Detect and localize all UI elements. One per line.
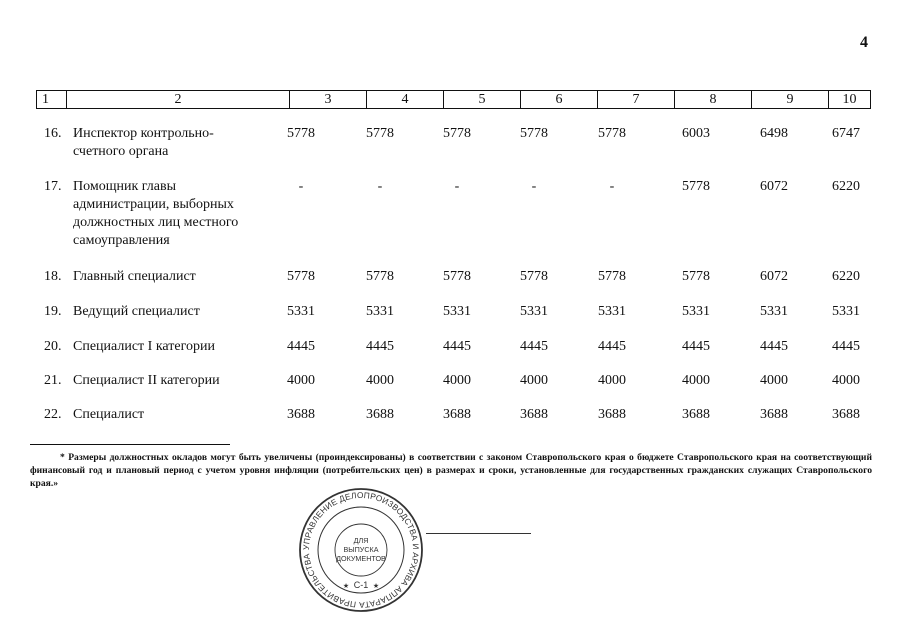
salary-value: 5331: [287, 304, 315, 319]
column-number-1: 1: [37, 91, 67, 109]
salary-value: 6747: [832, 126, 860, 141]
position-name: Ведущий специалист: [73, 304, 200, 319]
position-name: Специалист I категории: [73, 339, 215, 354]
salary-value: 5778: [682, 269, 710, 284]
position-name: Главный специалист: [73, 269, 196, 284]
salary-value: 4445: [443, 339, 471, 354]
column-number-8: 8: [675, 91, 752, 109]
signature-line: [426, 533, 531, 534]
salary-value: 5778: [682, 179, 710, 194]
salary-value: 5778: [598, 269, 626, 284]
salary-value: -: [531, 179, 537, 194]
salary-value: 5331: [520, 304, 548, 319]
salary-value: 5778: [598, 126, 626, 141]
salary-value: 4445: [287, 339, 315, 354]
salary-value: 5778: [287, 269, 315, 284]
salary-value: 5331: [598, 304, 626, 319]
salary-value: 6072: [760, 179, 788, 194]
salary-value: 4000: [760, 373, 788, 388]
row-number: 20.: [44, 339, 62, 354]
row-number: 19.: [44, 304, 62, 319]
salary-value: 4000: [682, 373, 710, 388]
salary-value: 5778: [366, 126, 394, 141]
salary-value: 6003: [682, 126, 710, 141]
salary-value: 5331: [682, 304, 710, 319]
salary-value: 3688: [520, 407, 548, 422]
row-number: 22.: [44, 407, 62, 422]
salary-value: 6072: [760, 269, 788, 284]
salary-value: 5778: [443, 126, 471, 141]
salary-value: 4000: [443, 373, 471, 388]
salary-value: 3688: [366, 407, 394, 422]
column-numbers-row: [36, 90, 871, 109]
salary-value: 6220: [832, 179, 860, 194]
salary-value: 3688: [287, 407, 315, 422]
column-number-7: 7: [598, 91, 675, 109]
salary-value: -: [298, 179, 304, 194]
row-number: 21.: [44, 373, 62, 388]
column-number-3: 3: [290, 91, 367, 109]
stamp-ring-text: УПРАВЛЕНИЕ ДЕЛОПРОИЗВОДСТВА И АРХИВА АППАРАТА ПРАВИТЕЛЬСТВА: [300, 489, 422, 611]
salary-value: 6220: [832, 269, 860, 284]
row-number: 17.: [44, 179, 62, 194]
footnote: [30, 451, 872, 490]
salary-value: 4445: [682, 339, 710, 354]
salary-value: 3688: [598, 407, 626, 422]
salary-value: 5778: [520, 126, 548, 141]
salary-value: -: [454, 179, 460, 194]
salary-value: 4000: [598, 373, 626, 388]
column-number-6: 6: [521, 91, 598, 109]
salary-value: 5331: [443, 304, 471, 319]
column-number-4: 4: [367, 91, 444, 109]
salary-value: 4445: [366, 339, 394, 354]
salary-value: 5778: [287, 126, 315, 141]
salary-value: 4445: [832, 339, 860, 354]
salary-value: 3688: [682, 407, 710, 422]
salary-value: 4000: [366, 373, 394, 388]
salary-value: 4445: [760, 339, 788, 354]
footnote-divider: [30, 444, 230, 445]
salary-value: 3688: [832, 407, 860, 422]
position-name: Специалист: [73, 407, 145, 422]
column-number-10: 10: [829, 91, 871, 109]
salary-value: 5331: [760, 304, 788, 319]
salary-value: 5331: [366, 304, 394, 319]
row-number: 16.: [44, 126, 62, 141]
salary-value: 4445: [598, 339, 626, 354]
stamp-center-line: ДОКУМЕНТОВ: [336, 554, 386, 563]
salary-value: 4000: [832, 373, 860, 388]
column-number-2: 2: [67, 91, 290, 109]
footnote-text: * Размеры должностных окладов могут быть увеличены (проиндексированы) в соответствии с законом Ставропольского края о бюджете Ставропольского края на соответствующий финансовый год и плановый период с учетом уровня инфляции (потребительских цен) в размерах и сроки, установленные для государственных гражданских служащих Ставропольского края.»: [30, 452, 872, 489]
position-name: Помощник главы администрации, выборных должностных лиц местного самоуправления: [73, 179, 239, 248]
salary-value: 3688: [760, 407, 788, 422]
salary-value: -: [377, 179, 383, 194]
stamp-seal-icon: [298, 487, 424, 613]
stamp-code: С-1: [353, 580, 369, 590]
salary-value: -: [609, 179, 615, 194]
position-name: Инспектор контрольно-счетного органа: [73, 126, 214, 159]
official-stamp: [298, 487, 424, 613]
position-name: Специалист II категории: [73, 373, 220, 388]
salary-value: 5778: [443, 269, 471, 284]
page-number: 4: [860, 34, 868, 51]
salary-value: 5778: [520, 269, 548, 284]
salary-value: 4000: [520, 373, 548, 388]
salary-value: 4000: [287, 373, 315, 388]
salary-value: 6498: [760, 126, 788, 141]
salary-value: 5331: [832, 304, 860, 319]
stamp-center-line: ДЛЯ: [353, 536, 369, 545]
star-icon: ★: [342, 582, 350, 590]
salary-value: 3688: [443, 407, 471, 422]
star-icon: ★: [372, 582, 380, 590]
stamp-center-line: ВЫПУСКА: [343, 545, 379, 554]
salary-value: 5778: [366, 269, 394, 284]
column-number-5: 5: [444, 91, 521, 109]
column-number-9: 9: [752, 91, 829, 109]
row-number: 18.: [44, 269, 62, 284]
salary-value: 4445: [520, 339, 548, 354]
